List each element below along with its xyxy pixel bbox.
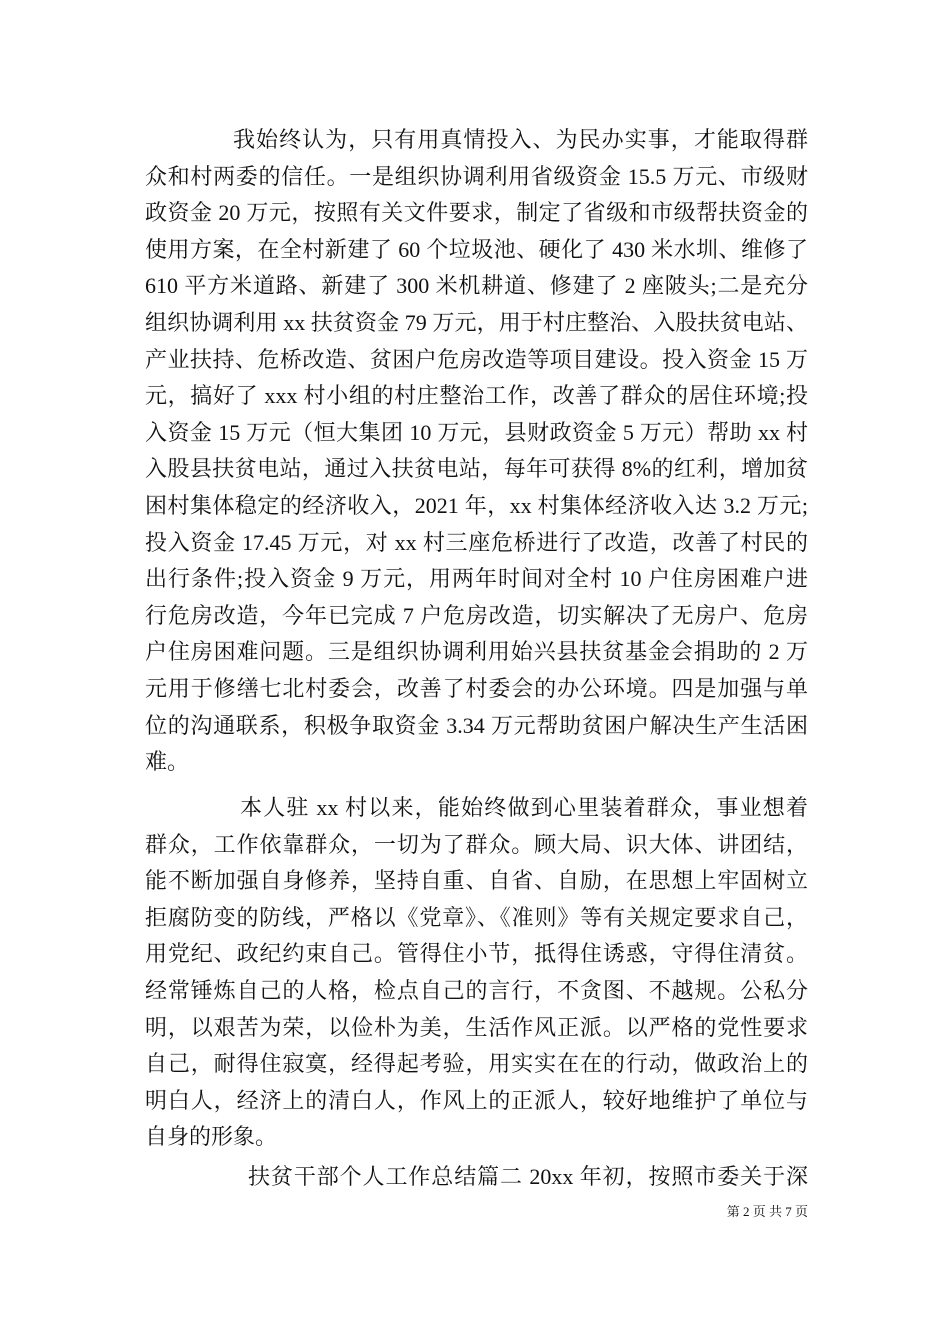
text-line: 本人驻 xx 村以来，能始终做到心里装着群众，事业想着 — [240, 795, 808, 820]
text-line: 自身的形象。 — [145, 1124, 278, 1150]
text-line: 元，搞好了 xxx 村小组的村庄整治工作，改善了群众的居住环境;投 — [145, 383, 808, 409]
text-line: 产业扶持、危桥改造、贫困户危房改造等项目建设。投入资金 15 万 — [145, 346, 808, 372]
text-line: 经常锤炼自己的人格，检点自己的言行，不贪图、不越规。公私分 — [145, 978, 808, 1003]
text-line: 户住房困难问题。三是组织协调利用始兴县扶贫基金会捐助的 2 万 — [145, 639, 808, 665]
text-line: 能不断加强自身修养，坚持自重、自省、自励，在思想上牢固树立 — [145, 868, 808, 894]
text-line: 行危房改造，今年已完成 7 户危房改造，切实解决了无房户、危房 — [145, 602, 808, 628]
text-line: 出行条件;投入资金 9 万元，用两年时间对全村 10 户住房困难户进 — [145, 566, 808, 592]
text-line: 组织协调利用 xx 扶贫资金 79 万元，用于村庄整治、入股扶贫电站、 — [145, 310, 808, 335]
text-line: 政资金 20 万元，按照有关文件要求，制定了省级和市级帮扶资金的 — [145, 200, 808, 226]
text-line: 困村集体稳定的经济收入，2021 年，xx 村集体经济收入达 3.2 万元; — [145, 493, 808, 518]
text-line: 使用方案，在全村新建了 60 个垃圾池、硬化了 430 米水圳、维修了 — [145, 236, 808, 262]
text-line: 拒腐防变的防线，严格以《党章》、《准则》等有关规定要求自己， — [145, 904, 808, 930]
text-line: 入资金 15 万元（恒大集团 10 万元，县财政资金 5 万元）帮助 xx 村 — [145, 419, 808, 445]
text-line: 元用于修缮七北村委会，改善了村委会的办公环境。四是加强与单 — [145, 676, 808, 701]
text-line: 明，以艰苦为荣，以俭朴为美，生活作风正派。以严格的党性要求 — [145, 1014, 808, 1040]
text-line: 扶贫干部个人工作总结篇二 20xx 年初，按照市委关于深 — [248, 1164, 808, 1189]
text-line: 自己，耐得住寂寞，经得起考验，用实实在在的行动，做政治上的 — [145, 1051, 808, 1077]
text-line: 位的沟通联系，积极争取资金 3.34 万元帮助贫困户解决生产生活困 — [145, 712, 808, 738]
text-line: 投入资金 17.45 万元，对 xx 村三座危桥进行了改造，改善了村民的 — [145, 529, 808, 555]
text-line: 众和村两委的信任。一是组织协调利用省级资金 15.5 万元、市级财 — [145, 163, 808, 189]
text-line: 610 平方米道路、新建了 300 米机耕道、修建了 2 座陂头;二是充分 — [145, 273, 808, 299]
text-line: 难。 — [145, 749, 190, 775]
text-line: 明白人，经济上的清白人，作风上的正派人，较好地维护了单位与 — [145, 1087, 808, 1113]
text-line: 我始终认为，只有用真情投入、为民办实事，才能取得群 — [233, 127, 808, 152]
text-line: 入股县扶贫电站，通过入扶贫电站，每年可获得 8%的红利，增加贫 — [145, 456, 808, 482]
text-line: 用党纪、政纪约束自己。管得住小节，抵得住诱惑，守得住清贫。 — [145, 941, 808, 967]
text-line: 群众，工作依靠群众，一切为了群众。顾大局、识大体、讲团结， — [145, 831, 808, 857]
page-number: 第 2 页 共 7 页 — [726, 1204, 808, 1219]
